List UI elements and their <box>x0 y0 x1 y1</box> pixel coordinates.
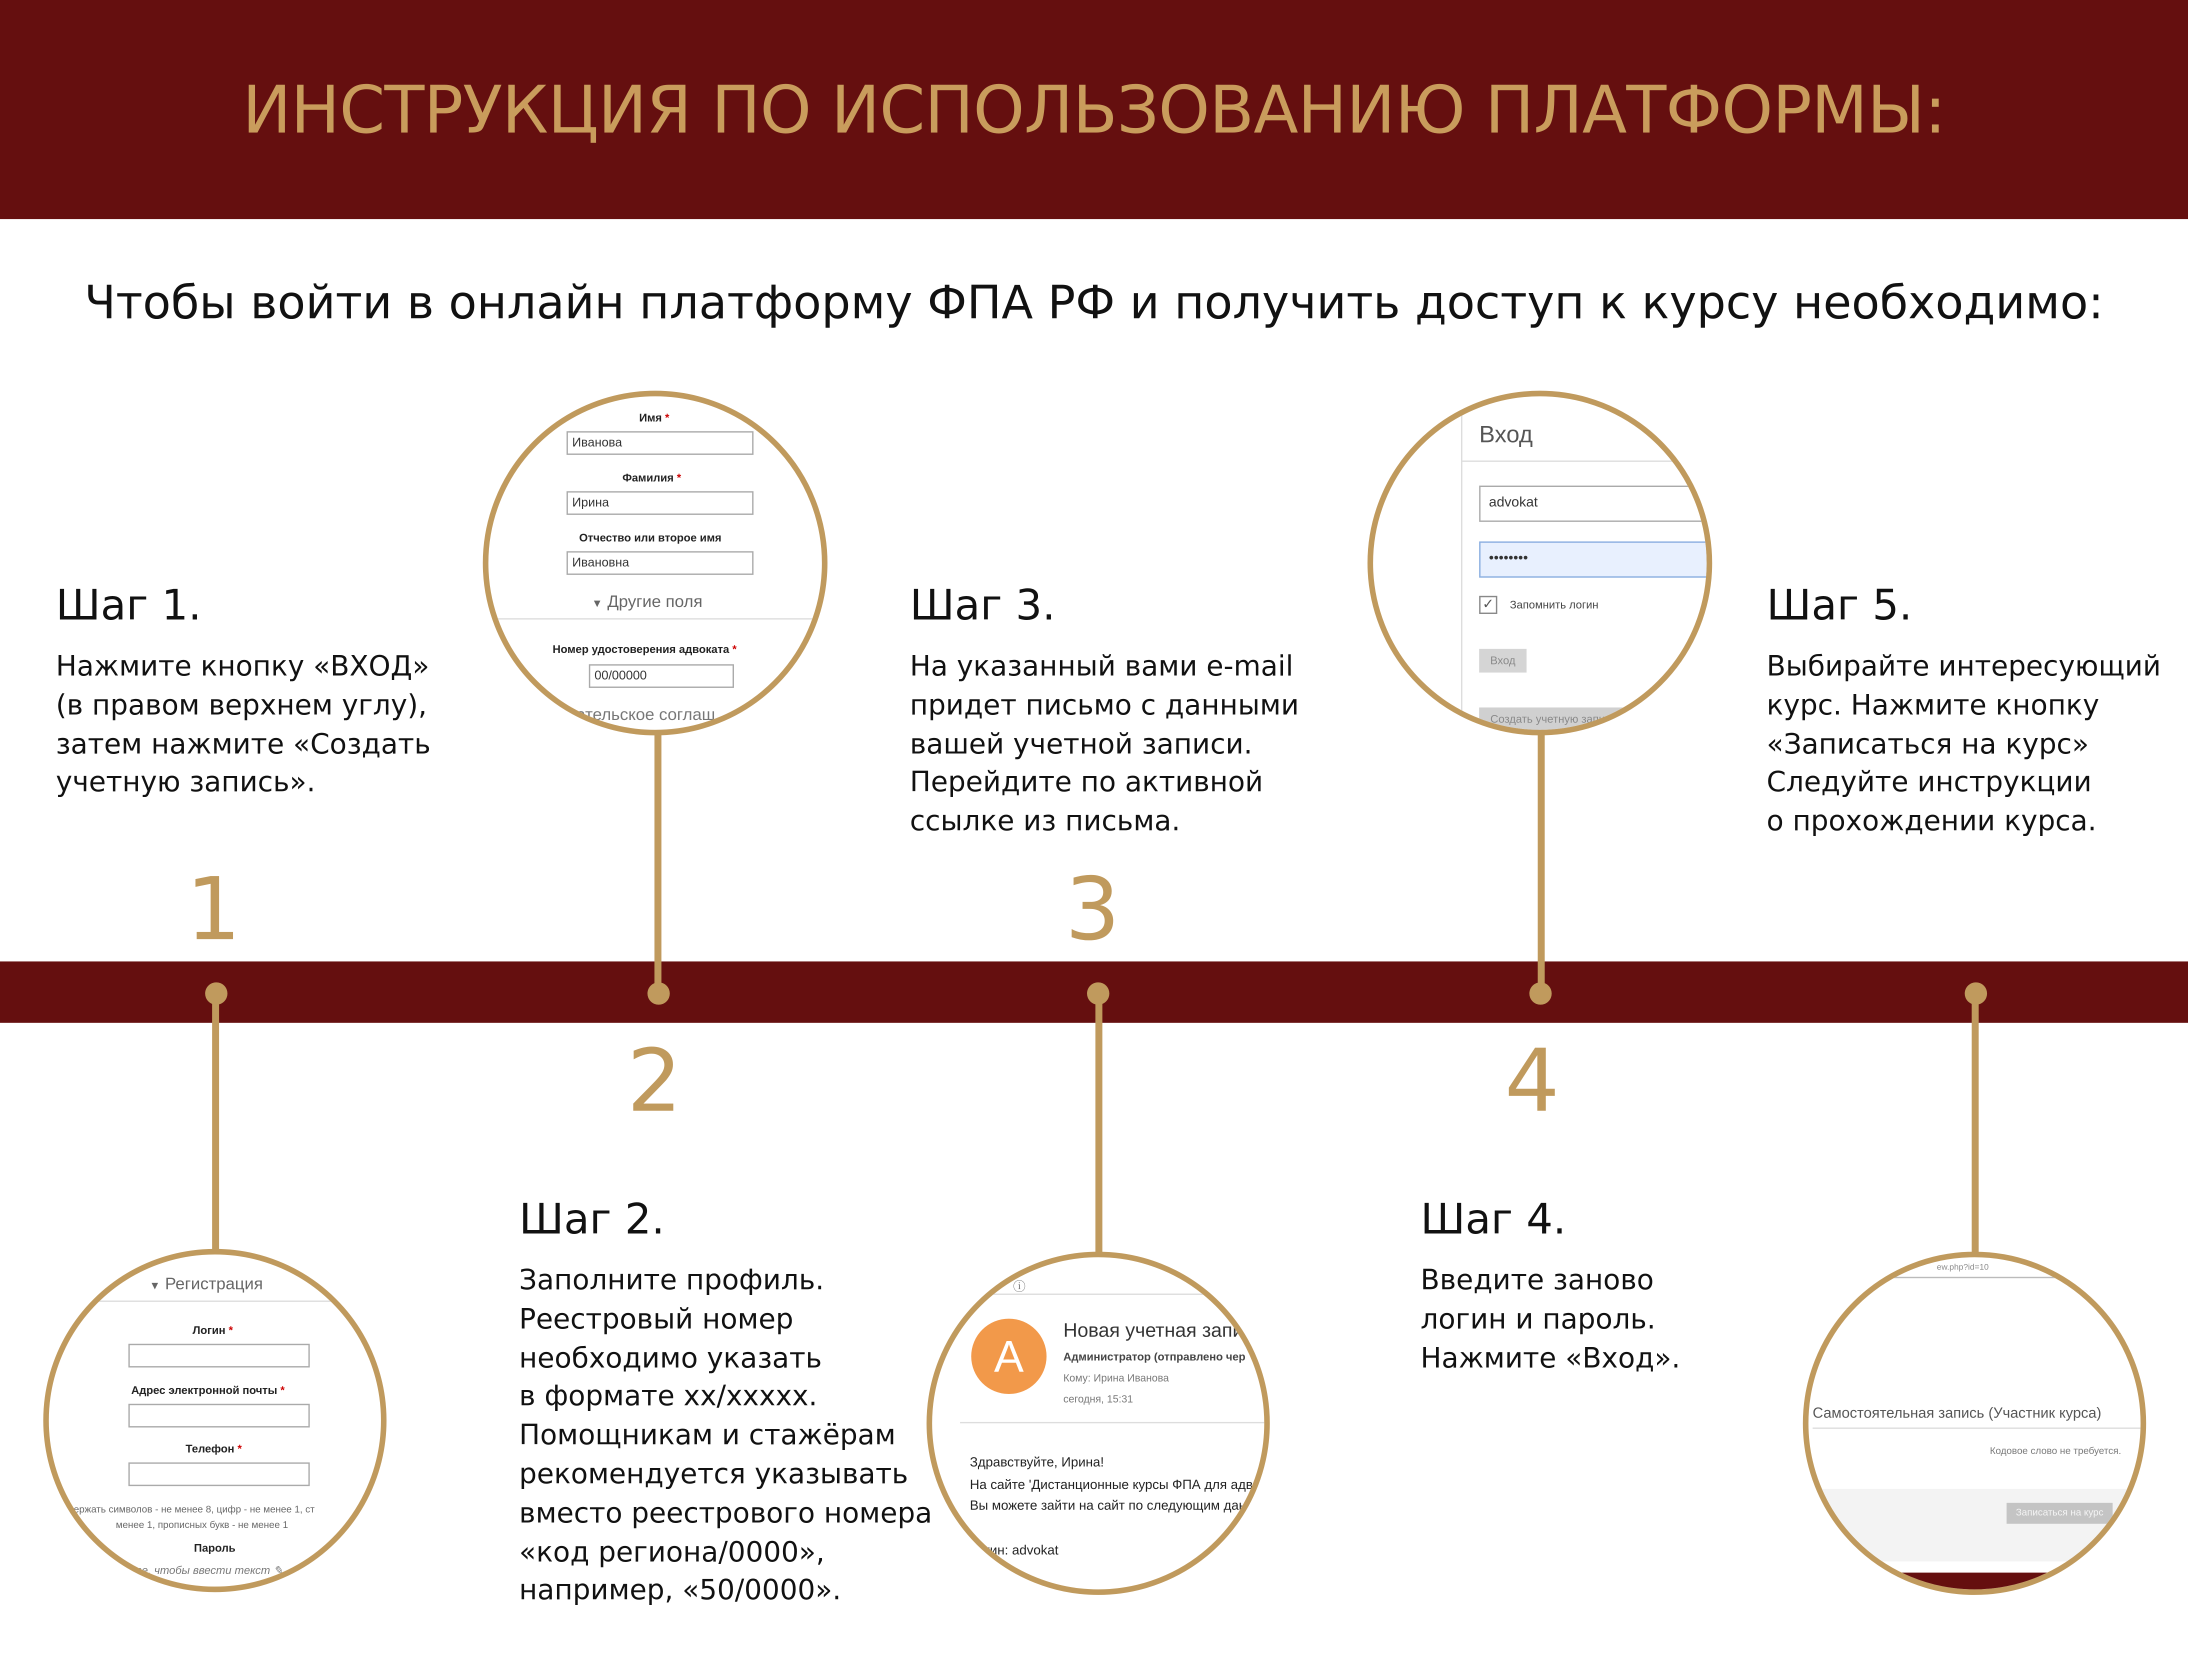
license-input[interactable]: 00/00000 <box>589 664 734 688</box>
name-input[interactable]: Иванова <box>566 431 754 454</box>
pencil-icon: ✎ <box>273 1564 283 1577</box>
password-label: Пароль <box>194 1542 236 1554</box>
divider <box>1812 1428 2146 1429</box>
agreement-link[interactable]: овательское соглаш <box>558 704 716 724</box>
login-screenshot <box>1368 390 1712 735</box>
password-input[interactable]: •••••••• <box>1479 542 1712 578</box>
timeline-dot-5 <box>1964 982 1987 1005</box>
step-number-2: 2 <box>626 1030 682 1132</box>
remember-checkbox[interactable] <box>1479 596 1497 614</box>
step-5-text: Выбирайте интересующий курс. Нажмите кнопку «Записаться на курс» Следуйте инструкции о прохождении курса. <box>1766 648 2161 838</box>
password-hint-1: одержать символов - не менее 8, цифр - не менее 1, ст <box>62 1506 315 1516</box>
enrol-screenshot <box>1803 1252 2146 1595</box>
registration-section-header: ▼ Регистрация <box>149 1274 263 1294</box>
profile-screenshot <box>483 390 828 735</box>
divider <box>63 1300 384 1302</box>
remember-label: Запомнить логин <box>1510 598 1598 612</box>
enrol-button[interactable]: Записаться на курс <box>2006 1503 2112 1524</box>
step-3-text: На указанный вами e-mail придет письмо с данными вашей учетной записи. Перейдите по активной ссылке из письма. <box>910 648 1300 838</box>
timeline-dot-2 <box>648 982 670 1005</box>
surname-input[interactable]: Ирина <box>566 491 754 514</box>
chevron-down-icon: ▼ <box>592 597 603 610</box>
divider <box>1461 460 1712 462</box>
email-subject: Новая учетная запи <box>1063 1318 1244 1341</box>
connector-line-1 <box>212 994 219 1258</box>
step-2-text: Заполните профиль. Реестровый номер необходимо указать в формате хх/ххххх. Помощникам и стажёрам рекомендуется указывать вместо реестрового номера «код региона/0000», например, «50/0000». <box>519 1262 932 1607</box>
divider <box>960 1422 1267 1424</box>
email-greeting: Здравствуйте, Ирина! <box>970 1455 1104 1471</box>
email-sender: Администратор (отправлено чер <box>1063 1350 1246 1364</box>
connector-line-3 <box>1096 994 1102 1256</box>
step-3-title: Шаг 3. <box>910 582 1056 631</box>
step-5-title: Шаг 5. <box>1766 582 1912 631</box>
license-label: Номер удостоверения адвоката * <box>552 643 737 656</box>
footer-band <box>1808 1572 2146 1595</box>
no-key-note: Кодовое слово не требуется. <box>1990 1447 2122 1457</box>
other-fields-toggle[interactable]: ▼ Другие поля <box>592 592 703 612</box>
step-1-text: Нажмите кнопку «ВХОД» (в правом верхнем углу), затем нажмите «Создать учетную запись». <box>56 648 431 799</box>
step-2-title: Шаг 2. <box>519 1196 665 1245</box>
step-number-4: 4 <box>1504 1030 1560 1132</box>
email-time: сегодня, 15:31 <box>1063 1392 1134 1406</box>
email-login-line: логин: advokat <box>970 1543 1058 1559</box>
login-input[interactable] <box>128 1344 310 1368</box>
name-label: Имя * <box>639 412 670 424</box>
sender-avatar: A <box>971 1318 1046 1394</box>
phone-label: Телефон * <box>186 1442 242 1456</box>
divider <box>939 1294 1268 1295</box>
page-url: ew.php?id=10 <box>1936 1264 1989 1273</box>
timeline-dot-4 <box>1530 982 1552 1005</box>
step-4-title: Шаг 4. <box>1420 1196 1566 1245</box>
email-body-line-1: На сайте 'Дистанционные курсы ФПА для адв <box>970 1478 1253 1494</box>
connector-line-4 <box>1538 726 1544 994</box>
login-label: Логин * <box>192 1324 233 1337</box>
form-footer <box>1808 1489 2146 1562</box>
password-hint-2: менее 1, прописных букв - не менее 1 <box>116 1520 288 1531</box>
login-button[interactable]: Вход <box>1479 649 1526 672</box>
email-body-line-2: Вы можете зайти на сайт по следующим дан <box>970 1498 1246 1514</box>
username-input[interactable]: advokat <box>1479 486 1712 522</box>
step-1-title: Шаг 1. <box>56 582 202 631</box>
email-recipient: Кому: Ирина Иванова <box>1063 1372 1169 1384</box>
step-4-text: Введите заново логин и пароль. Нажмите «Вход». <box>1420 1262 1680 1374</box>
timeline-dot-3 <box>1087 982 1110 1005</box>
chevron-down-icon: ▼ <box>149 1280 160 1292</box>
divider <box>496 618 826 620</box>
phone-input[interactable] <box>128 1462 310 1486</box>
step-number-1: 1 <box>186 858 242 960</box>
step-number-3: 3 <box>1065 858 1120 960</box>
login-title: Вход <box>1479 421 1533 448</box>
email-label: Адрес электронной почты * <box>131 1384 285 1397</box>
email-input[interactable] <box>128 1404 310 1428</box>
info-icon: ⓘ <box>1013 1280 1026 1294</box>
page-subtitle: Чтобы войти в онлайн платформу ФПА РФ и получить доступ к курсу необходимо: <box>84 274 2104 330</box>
divider <box>1461 396 1462 736</box>
email-screenshot <box>926 1252 1270 1595</box>
create-account-button[interactable]: Создать учетную запись <box>1479 708 1700 731</box>
timeline-dot-1 <box>205 982 228 1005</box>
divider <box>1816 1277 2145 1278</box>
password-field[interactable]: мите, чтобы ввести текст ✎ <box>118 1564 283 1577</box>
connector-line-5 <box>1972 994 1978 1256</box>
registration-screenshot <box>44 1249 387 1592</box>
surname-label: Фамилия * <box>622 472 682 484</box>
connector-line-2 <box>654 726 662 994</box>
page-title: ИНСТРУКЦИЯ ПО ИСПОЛЬЗОВАНИЮ ПЛАТФОРМЫ: <box>242 72 1946 150</box>
enrol-section-title: Самостоятельная запись (Участник курса) <box>1812 1405 2102 1422</box>
patronymic-input[interactable]: Ивановна <box>566 551 754 574</box>
patronymic-label: Отчество или второе имя <box>579 532 722 544</box>
checkmark-icon: ✓ <box>1482 597 1494 613</box>
